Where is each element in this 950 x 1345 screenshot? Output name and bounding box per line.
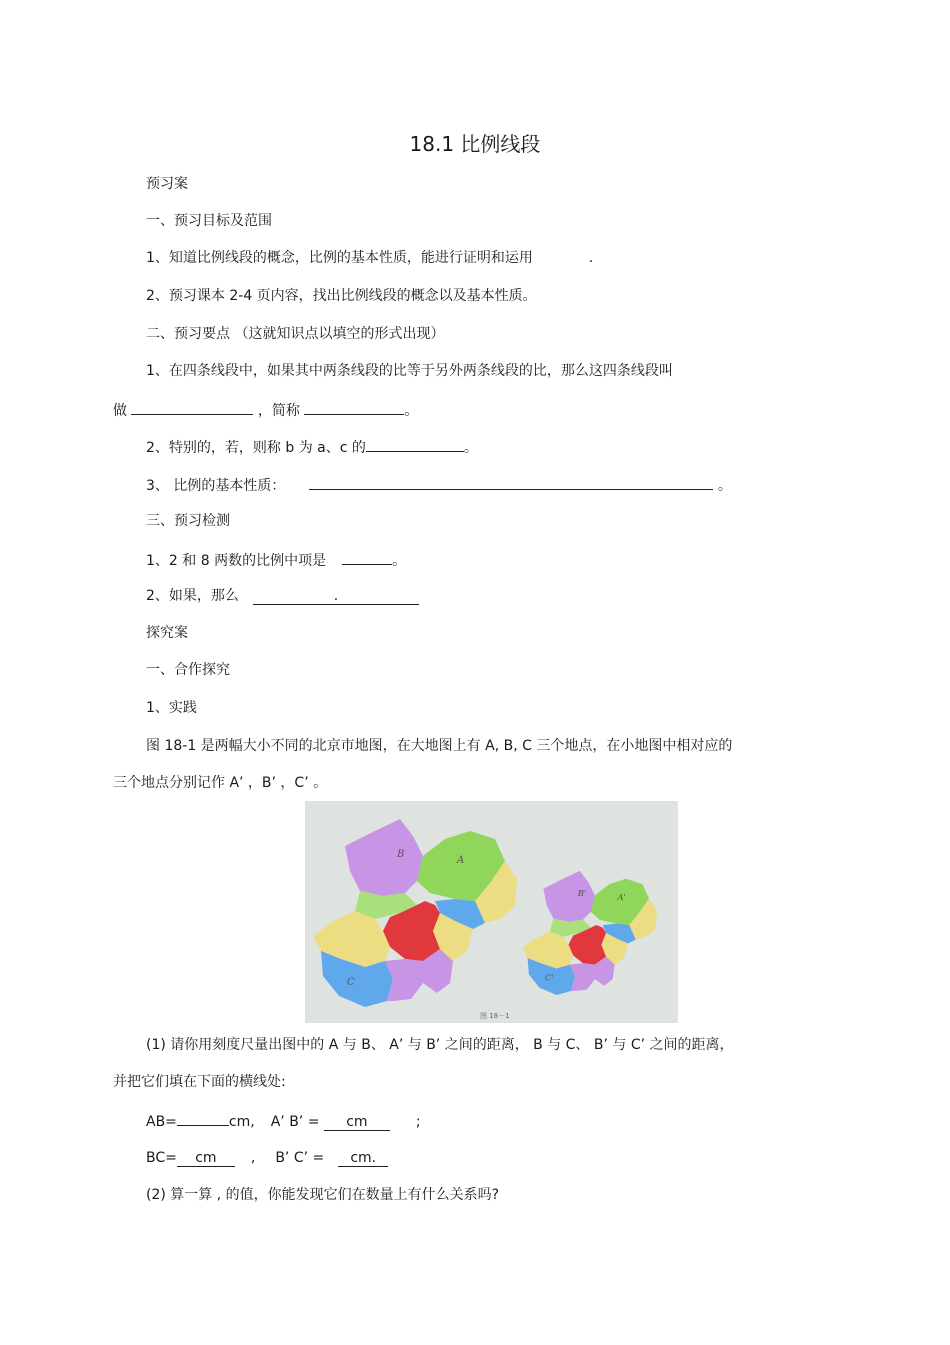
practice-heading: 1、实践 <box>146 700 197 716</box>
large-map-label-a: A <box>457 855 465 866</box>
preview-heading: 预习案 <box>146 176 188 192</box>
point-3-end: 。 <box>717 478 732 494</box>
page-title: 18.1 比例线段 <box>409 132 541 156</box>
blank-bpcp[interactable] <box>338 1151 388 1167</box>
explore-heading: 探究案 <box>146 625 188 641</box>
ab-unit: cm, <box>228 1114 255 1130</box>
point-3 <box>146 475 732 495</box>
blank-check-2[interactable] <box>253 589 419 605</box>
question-1-line-2: 并把它们填在下面的横线处: <box>113 1074 286 1090</box>
blank-bc[interactable] <box>177 1151 235 1167</box>
map-caption: 图 18－1 <box>480 1012 510 1020</box>
ab-row-semicolon: ; <box>415 1114 421 1130</box>
point-2 <box>146 437 478 457</box>
question-2: (2) 算一算 , 的值，你能发现它们在数量上有什么关系吗? <box>146 1187 500 1203</box>
small-map-district-b <box>543 871 594 922</box>
large-map-label-b: B <box>397 849 405 860</box>
check-1-text: 1、2 和 8 两数的比例中项是 <box>146 553 327 569</box>
goal-1 <box>146 249 593 267</box>
ab-measure-row <box>146 1111 421 1131</box>
blank-basic-property[interactable] <box>309 475 713 490</box>
blank-short-name[interactable] <box>304 400 404 415</box>
goal-2: 2、预习课本 2-4 页内容，找出比例线段的概念以及基本性质。 <box>146 288 537 304</box>
maps-svg <box>305 801 678 1023</box>
large-map-district-b <box>345 819 423 896</box>
map-description-line-1: 图 18-1 是两幅大小不同的北京市地图，在大地图上有 A, B, C 三个地点，在小地图中相对应的 <box>146 738 733 754</box>
preview-section-1: 一、预习目标及范围 <box>146 213 272 229</box>
ab-label: AB= <box>146 1114 177 1130</box>
large-map <box>313 819 517 1007</box>
map-description-line-2: 三个地点分别记作 A’ ，B’ ，C’ 。 <box>113 775 328 791</box>
blank-mean-proportional[interactable] <box>366 437 464 452</box>
small-map-label-a: A' <box>617 892 626 903</box>
explore-section-1: 一、合作探究 <box>146 662 230 678</box>
bpcp-unit: cm. <box>350 1150 377 1166</box>
point-1-short: ，简称 <box>257 403 300 419</box>
point-1-line-1: 1、在四条线段中，如果其中两条线段的比等于另外两条线段的比，那么这四条线段叫 <box>146 363 673 379</box>
apbp-unit: cm <box>346 1114 368 1130</box>
bpcp-label: B’ C’ = <box>275 1150 325 1166</box>
point-1-line-2 <box>113 400 418 420</box>
check-1 <box>146 550 406 570</box>
check-2-text: 2、如果，那么 <box>146 588 239 604</box>
bc-measure-row <box>146 1149 388 1167</box>
large-map-label-c: C <box>347 977 355 988</box>
point-2-end: 。 <box>463 440 478 456</box>
bc-label: BC= <box>146 1150 177 1166</box>
point-1-zuo: 做 <box>113 403 127 419</box>
small-map <box>522 871 657 995</box>
preview-section-3: 三、预习检测 <box>146 513 230 529</box>
point-3-text: 3、 比例的基本性质： <box>146 478 286 494</box>
preview-section-2: 二、预习要点 （这就知识点以填空的形式出现） <box>146 326 445 342</box>
bc-unit: cm <box>195 1150 217 1166</box>
goal-1-text: 1、知道比例线段的概念，比例的基本性质，能进行证明和运用 <box>146 250 533 266</box>
small-map-label-b: B' <box>577 888 587 899</box>
apbp-label: A’ B’ = <box>270 1114 320 1130</box>
check-1-end: 。 <box>392 553 407 569</box>
blank-check-1[interactable] <box>342 550 392 565</box>
check-2-dot: . <box>333 588 339 604</box>
blank-ab[interactable] <box>177 1111 229 1126</box>
check-2 <box>146 587 419 605</box>
point-2-text: 2、特别的，若，则称 b 为 a、c 的 <box>146 440 366 456</box>
point-1-end: 。 <box>404 403 419 419</box>
beijing-maps-figure <box>305 801 678 1023</box>
goal-1-end: . <box>588 250 594 266</box>
blank-concept[interactable] <box>131 400 253 415</box>
bc-row-comma: , <box>250 1150 256 1166</box>
small-map-label-c: C' <box>544 973 554 984</box>
blank-apbp[interactable] <box>324 1115 390 1131</box>
question-1-line-1: (1) 请你用刻度尺量出图中的 A 与 B、 A’ 与 B’ 之间的距离， B 与 C、 B’ 与 C’ 之间的距离， <box>146 1037 734 1053</box>
